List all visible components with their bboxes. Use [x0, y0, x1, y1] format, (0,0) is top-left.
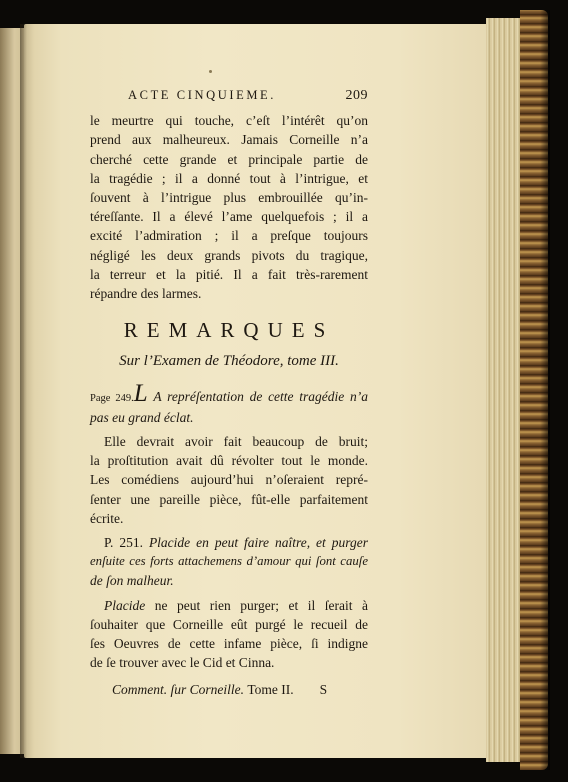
- intro-paragraph: [90, 111, 368, 303]
- section-heading: REMARQUES: [123, 318, 335, 343]
- note-page-251: [90, 533, 368, 672]
- text-line: ſes Oeuvres de cette infame pièce, ſi indigne: [90, 636, 368, 652]
- catchword: Comment. ſur Corneille.: [112, 682, 244, 698]
- text-line: prend aux malheureux. Jamais Corneille n’a: [90, 132, 368, 148]
- text-line: cherché cette grande et principale partie de: [90, 151, 368, 167]
- name-italic: Placide: [104, 597, 146, 613]
- text-line: ne peut rien purger; et il ſerait à: [154, 597, 368, 613]
- page-text: [90, 86, 368, 700]
- text-line: écrite.: [90, 510, 124, 526]
- text-line: excité l’admiration ; il a preſque toujours: [90, 228, 368, 244]
- drop-cap: L: [133, 379, 148, 407]
- running-header: [90, 86, 368, 105]
- text-line: répandre des larmes.: [90, 286, 202, 302]
- text-line: le meurtre qui touche, c’eſt l’intérêt qu’on: [90, 113, 368, 129]
- running-title: ACTE CINQUIEME.: [128, 88, 277, 102]
- quote-text: A repréſentation de cette tragédie n’a: [153, 388, 368, 404]
- cover-shadow: [540, 10, 550, 770]
- page-reference: Page 249.: [90, 392, 134, 404]
- page-reference: P. 251.: [104, 535, 143, 551]
- page-footer: [90, 680, 368, 699]
- section-subtitle: Sur l’Examen de Théodore, tome III.: [119, 353, 339, 370]
- text-line: téreſſante. Il a élevé l’ame quelquefois ; il a: [90, 209, 368, 225]
- note-page-249: [90, 379, 368, 528]
- quote-text: Placide en peut faire naître, et purger: [148, 535, 369, 551]
- text-line: Les comédiens aujourd’hui n’oſeraient repré-: [90, 472, 368, 488]
- volume-label: Tome II.: [247, 682, 294, 698]
- text-line: Elle devrait avoir fait beaucoup de bruit;: [104, 434, 368, 450]
- text-line: ſenter une pareille pièce, fût-elle parfaitement: [90, 491, 368, 507]
- quote-text: enſuite ces forts attachemens d’amour qui ſont cauſe: [90, 554, 368, 569]
- page-number: 209: [345, 88, 368, 103]
- text-line: ſouvent à l’intrigue plus embrouillée qu’in-: [90, 190, 368, 206]
- text-line: négligé les deux grands pivots du tragique,: [90, 247, 368, 263]
- text-line: de ſe trouver avec le Cid et Cinna.: [90, 655, 275, 671]
- page-mark: [209, 70, 212, 73]
- text-line: la terreur et la pitié. Il a fait très-rarement: [90, 266, 368, 282]
- text-line: la tragédie ; il a donné tout à l’intrigue, et: [90, 170, 368, 186]
- quote-text: de ſon malheur.: [90, 573, 174, 589]
- text-line: la proſtitution avait dû révolter tout le monde.: [90, 453, 368, 469]
- quote-text: pas eu grand éclat.: [90, 409, 194, 425]
- text-line: ſouhaiter que Corneille eût purgé le recueil de: [90, 616, 368, 632]
- signature-mark: S: [319, 682, 328, 698]
- page-gutter-shadow: [20, 24, 34, 758]
